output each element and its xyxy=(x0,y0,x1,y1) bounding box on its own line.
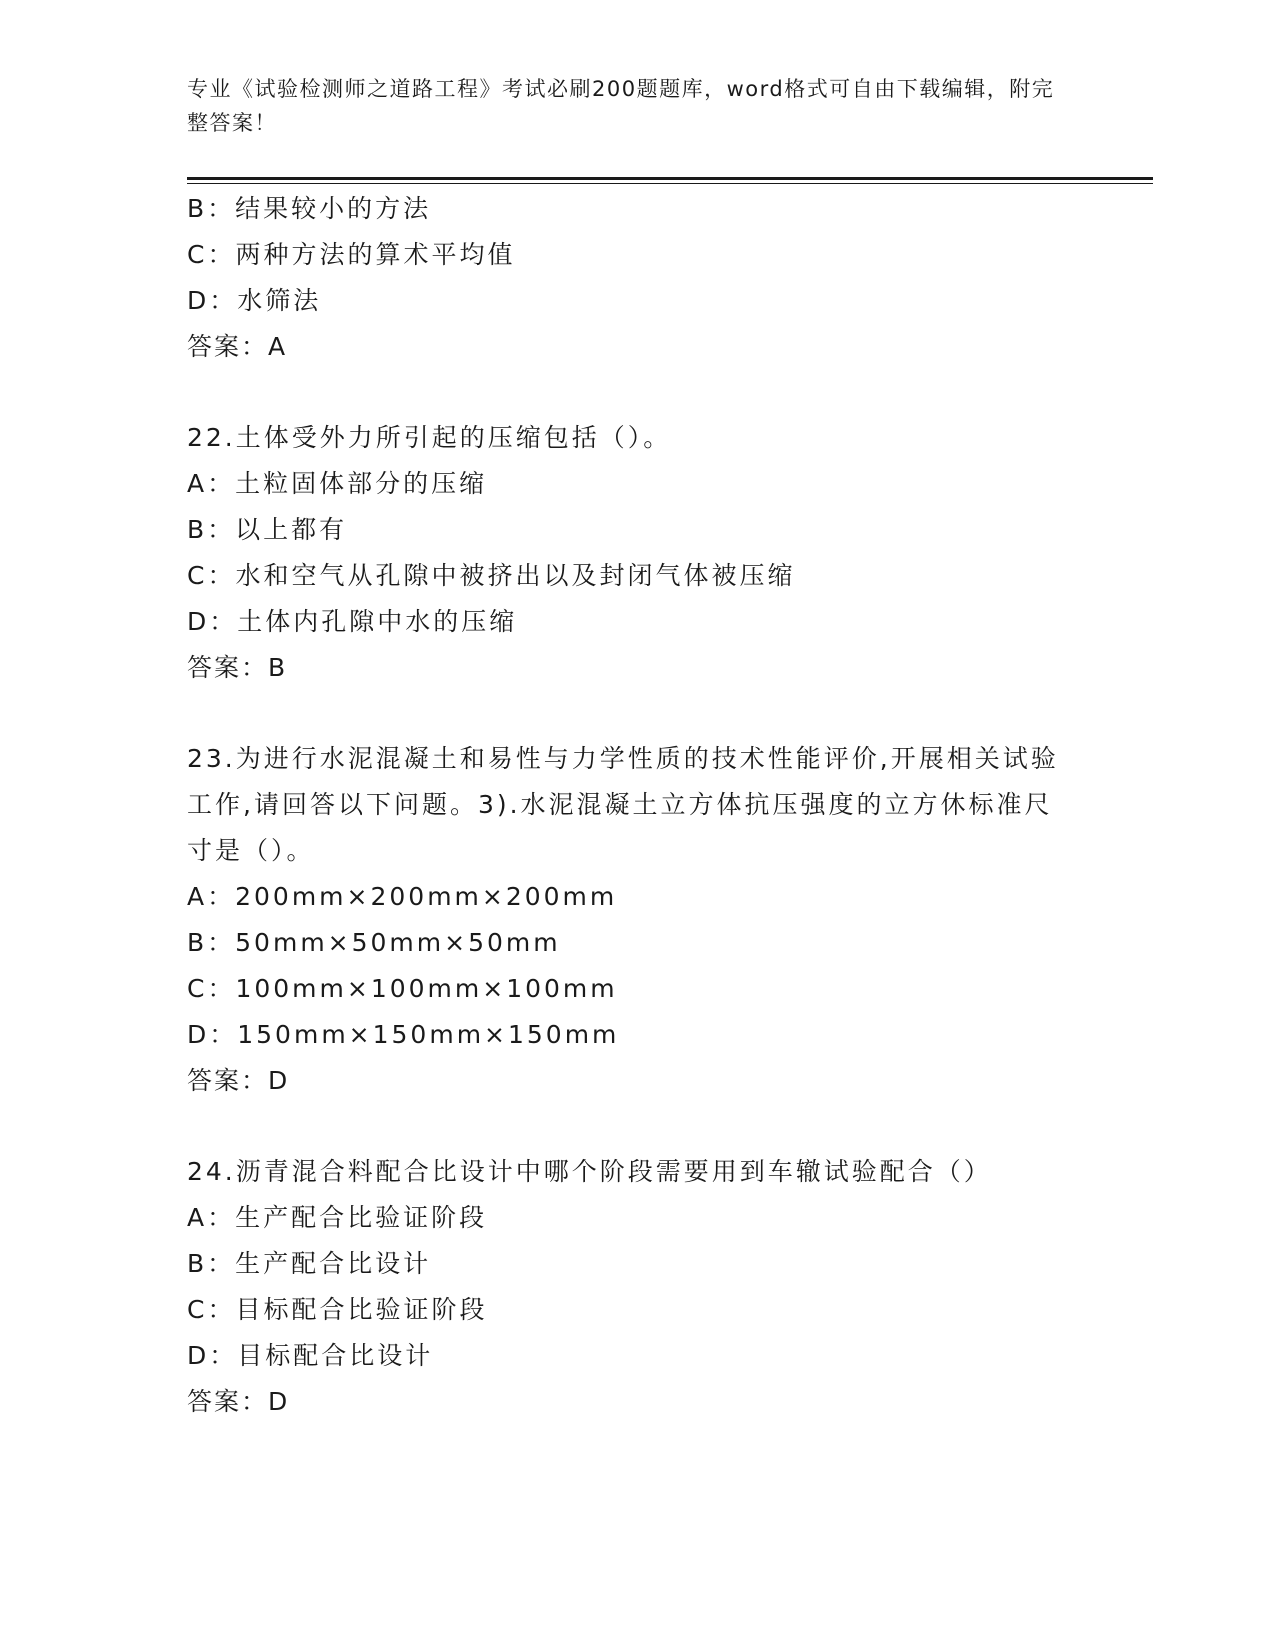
question-text: 22.土体受外力所引起的压缩包括（）。 xyxy=(187,423,672,452)
answer-line: 答案：B xyxy=(187,653,288,682)
answer-line: 答案：D xyxy=(187,1066,290,1095)
option-d: D：水筛法 xyxy=(187,286,322,315)
answer-line: 答案：D xyxy=(187,1387,290,1416)
question-block xyxy=(187,186,1067,370)
option-b: B：生产配合比设计 xyxy=(187,1249,432,1278)
question-block xyxy=(187,1149,1067,1425)
option-c: C：两种方法的算术平均值 xyxy=(187,240,516,269)
option-d: D：目标配合比设计 xyxy=(187,1341,434,1370)
header-divider-thin xyxy=(187,183,1153,184)
question-block xyxy=(187,415,1067,691)
option-a: A：生产配合比验证阶段 xyxy=(187,1203,488,1232)
question-block xyxy=(187,736,1067,1104)
option-c: C：水和空气从孔隙中被挤出以及封闭气体被压缩 xyxy=(187,561,796,590)
document-header: 专业《试验检测师之道路工程》考试必刷200题题库，word格式可自由下载编辑，附完整答案！ xyxy=(187,77,1055,135)
option-b: B：50mm×50mm×50mm xyxy=(187,928,561,957)
block-spacer xyxy=(187,691,1067,736)
option-c: C：目标配合比验证阶段 xyxy=(187,1295,488,1324)
question-text: 23.为进行水泥混凝土和易性与力学性质的技术性能评价,开展相关试验工作,请回答以下问题。3).水泥混凝土立方体抗压强度的立方休标准尺寸是（）。 xyxy=(187,744,1059,865)
option-c: C：100mm×100mm×100mm xyxy=(187,974,618,1003)
option-b: B：结果较小的方法 xyxy=(187,194,432,223)
question-list xyxy=(187,186,1067,1425)
block-spacer xyxy=(187,1104,1067,1149)
answer-line: 答案：A xyxy=(187,332,288,361)
option-d: D：土体内孔隙中水的压缩 xyxy=(187,607,518,636)
question-text: 24.沥青混合料配合比设计中哪个阶段需要用到车辙试验配合（） xyxy=(187,1157,992,1186)
option-a: A：200mm×200mm×200mm xyxy=(187,882,618,911)
block-spacer xyxy=(187,370,1067,415)
header-divider-thick xyxy=(187,177,1153,180)
option-d: D：150mm×150mm×150mm xyxy=(187,1020,620,1049)
option-a: A：土粒固体部分的压缩 xyxy=(187,469,488,498)
option-b: B：以上都有 xyxy=(187,515,348,544)
